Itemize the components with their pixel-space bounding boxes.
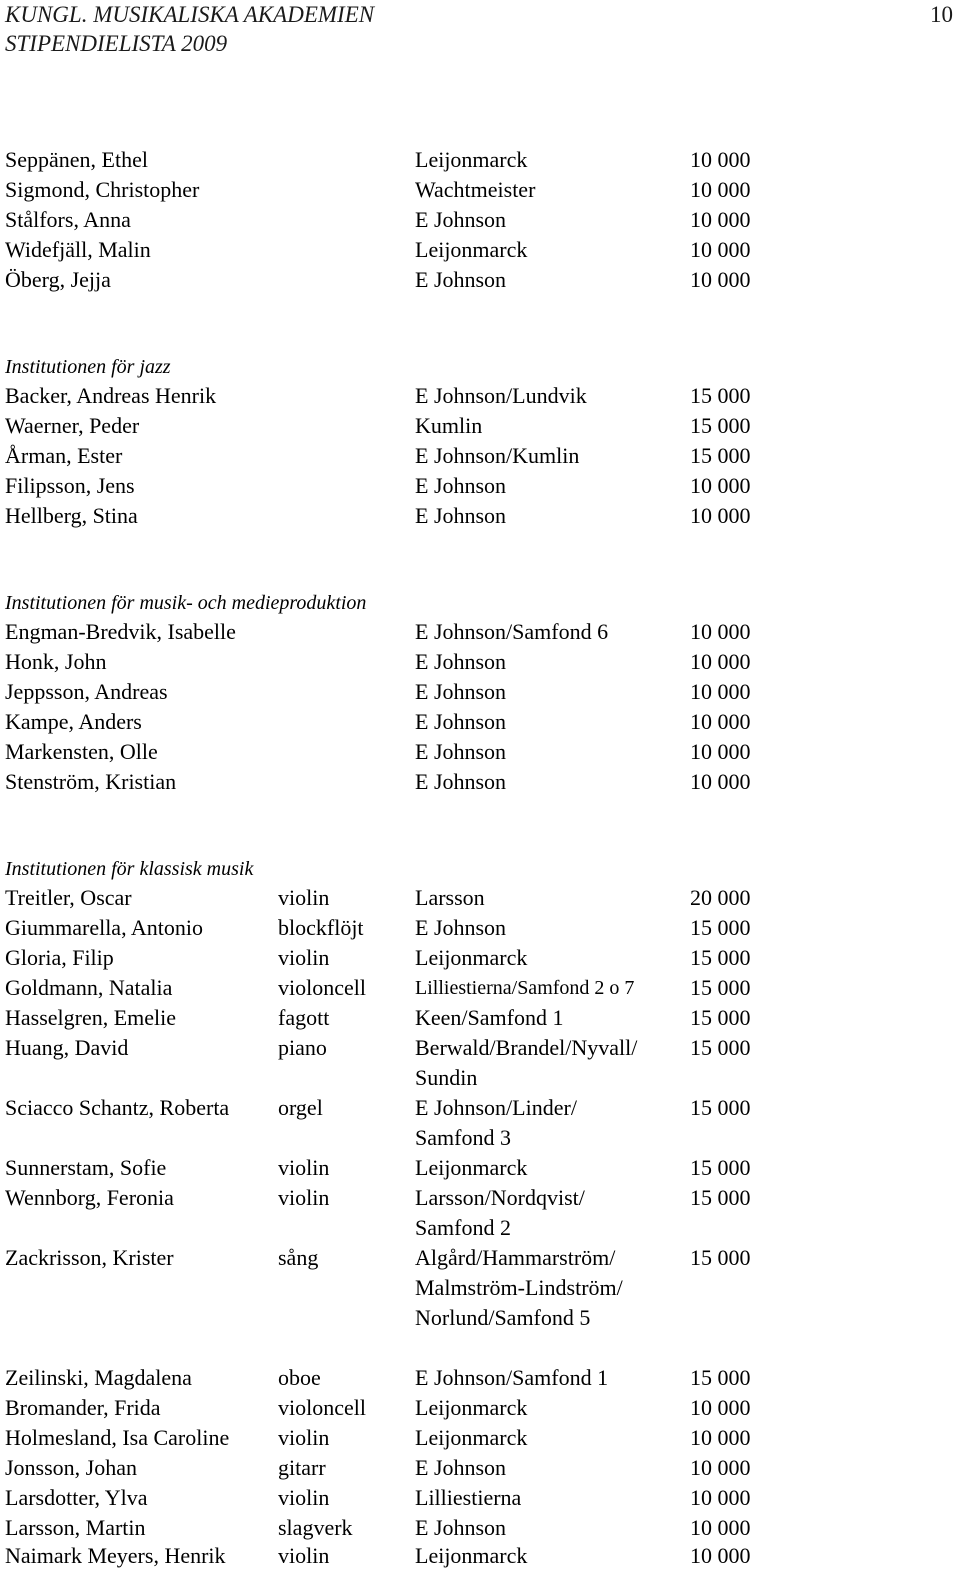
page-number: 10 bbox=[930, 2, 953, 27]
recipient-name: Huang, David bbox=[5, 1035, 129, 1060]
amount: 10 000 bbox=[690, 1425, 751, 1450]
fund-name: E Johnson bbox=[415, 709, 507, 734]
amount: 15 000 bbox=[690, 1005, 751, 1030]
recipient-name: Sigmond, Christopher bbox=[5, 177, 200, 202]
amount: 15 000 bbox=[690, 915, 751, 940]
recipient-name: Naimark Meyers, Henrik bbox=[5, 1543, 226, 1568]
recipient-name: Engman-Bredvik, Isabelle bbox=[5, 619, 236, 644]
instrument: gitarr bbox=[278, 1455, 326, 1480]
recipient-name: Larsdotter, Ylva bbox=[5, 1485, 148, 1510]
recipient-name: Jonsson, Johan bbox=[5, 1455, 138, 1480]
fund-name: Malmström-Lindström/ bbox=[415, 1275, 623, 1300]
amount: 15 000 bbox=[690, 383, 751, 408]
recipient-name: Sunnerstam, Sofie bbox=[5, 1155, 167, 1180]
amount: 10 000 bbox=[690, 503, 751, 528]
list-row bbox=[5, 471, 955, 501]
fund-name: Leijonmarck bbox=[415, 1543, 528, 1568]
section-heading-classical: Institutionen för klassisk musik bbox=[5, 858, 254, 880]
fund-name: Lilliestierna/Samfond 2 o 7 bbox=[415, 977, 635, 999]
instrument: sång bbox=[278, 1245, 319, 1270]
list-row bbox=[5, 1003, 955, 1033]
page-header bbox=[5, 0, 955, 58]
fund-name: Samfond 2 bbox=[415, 1215, 511, 1240]
recipient-name: Goldmann, Natalia bbox=[5, 975, 173, 1000]
recipient-name: Filipsson, Jens bbox=[5, 473, 135, 498]
instrument: piano bbox=[278, 1035, 327, 1060]
header-title: KUNGL. MUSIKALISKA AKADEMIEN bbox=[5, 2, 375, 27]
recipient-name: Waerner, Peder bbox=[5, 413, 140, 438]
instrument: violin bbox=[278, 885, 330, 910]
list-row bbox=[5, 1483, 955, 1513]
instrument: blockflöjt bbox=[278, 915, 364, 940]
instrument: violin bbox=[278, 1155, 330, 1180]
fund-name: E Johnson/Linder/ bbox=[415, 1095, 577, 1120]
recipient-name: Zeilinski, Magdalena bbox=[5, 1365, 192, 1390]
amount: 20 000 bbox=[690, 885, 751, 910]
recipient-name: Seppänen, Ethel bbox=[5, 147, 148, 172]
instrument: violin bbox=[278, 1543, 330, 1568]
fund-name: Kumlin bbox=[415, 413, 483, 438]
recipient-name: Larsson, Martin bbox=[5, 1515, 146, 1540]
recipient-name: Öberg, Jejja bbox=[5, 267, 111, 292]
recipient-name: Zackrisson, Krister bbox=[5, 1245, 174, 1270]
recipient-name: Stenström, Kristian bbox=[5, 769, 177, 794]
list-row bbox=[5, 883, 955, 913]
list-row bbox=[5, 1153, 955, 1183]
list-row bbox=[5, 647, 955, 677]
fund-name: Algård/Hammarström/ bbox=[415, 1245, 616, 1270]
recipient-name: Sciacco Schantz, Roberta bbox=[5, 1095, 230, 1120]
amount: 10 000 bbox=[690, 1515, 751, 1540]
amount: 10 000 bbox=[690, 619, 751, 644]
list-row bbox=[5, 1063, 955, 1093]
amount: 10 000 bbox=[690, 769, 751, 794]
list-row bbox=[5, 943, 955, 973]
fund-name: E Johnson/Lundvik bbox=[415, 383, 587, 408]
list-row bbox=[5, 501, 955, 531]
list-row bbox=[5, 767, 955, 797]
list-row bbox=[5, 1093, 955, 1123]
instrument: violin bbox=[278, 1425, 330, 1450]
instrument: orgel bbox=[278, 1095, 323, 1120]
recipient-name: Holmesland, Isa Caroline bbox=[5, 1425, 230, 1450]
fund-name: E Johnson bbox=[415, 1455, 507, 1480]
fund-name: E Johnson bbox=[415, 473, 507, 498]
list-row bbox=[5, 1243, 955, 1273]
list-row bbox=[5, 617, 955, 647]
list-row bbox=[5, 1183, 955, 1213]
fund-name: E Johnson bbox=[415, 503, 507, 528]
fund-name: Keen/Samfond 1 bbox=[415, 1005, 564, 1030]
fund-name: E Johnson bbox=[415, 739, 507, 764]
fund-name: E Johnson/Samfond 1 bbox=[415, 1365, 609, 1390]
amount: 10 000 bbox=[690, 267, 751, 292]
amount: 10 000 bbox=[690, 739, 751, 764]
recipient-name: Stålfors, Anna bbox=[5, 207, 131, 232]
section-heading-media: Institutionen för musik- och medieproduktion bbox=[5, 592, 367, 614]
amount: 15 000 bbox=[690, 1155, 751, 1180]
recipient-name: Kampe, Anders bbox=[5, 709, 142, 734]
fund-name: Samfond 3 bbox=[415, 1125, 511, 1150]
amount: 10 000 bbox=[690, 237, 751, 262]
fund-name: Lilliestierna bbox=[415, 1485, 522, 1510]
amount: 15 000 bbox=[690, 1095, 751, 1120]
amount: 15 000 bbox=[690, 1365, 751, 1390]
amount: 10 000 bbox=[690, 1455, 751, 1480]
list-row bbox=[5, 737, 955, 767]
amount: 10 000 bbox=[690, 1543, 751, 1568]
amount: 10 000 bbox=[690, 147, 751, 172]
list-row bbox=[5, 145, 955, 175]
fund-name: E Johnson/Samfond 6 bbox=[415, 619, 609, 644]
list-row bbox=[5, 1541, 955, 1571]
fund-name: Leijonmarck bbox=[415, 147, 528, 172]
list-row bbox=[5, 1393, 955, 1423]
amount: 10 000 bbox=[690, 473, 751, 498]
list-row bbox=[5, 1453, 955, 1483]
recipient-name: Gloria, Filip bbox=[5, 945, 114, 970]
fund-name: E Johnson bbox=[415, 649, 507, 674]
recipient-name: Hasselgren, Emelie bbox=[5, 1005, 177, 1030]
recipient-name: Widefjäll, Malin bbox=[5, 237, 151, 262]
list-row bbox=[5, 205, 955, 235]
amount: 15 000 bbox=[690, 1245, 751, 1270]
fund-name: Leijonmarck bbox=[415, 1425, 528, 1450]
fund-name: Wachtmeister bbox=[415, 177, 536, 202]
recipient-name: Treitler, Oscar bbox=[5, 885, 132, 910]
list-row bbox=[5, 235, 955, 265]
list-row bbox=[5, 1423, 955, 1453]
amount: 10 000 bbox=[690, 709, 751, 734]
fund-name: E Johnson bbox=[415, 769, 507, 794]
instrument: violin bbox=[278, 1485, 330, 1510]
amount: 15 000 bbox=[690, 443, 751, 468]
list-row bbox=[5, 1303, 955, 1333]
list-row bbox=[5, 1033, 955, 1063]
amount: 10 000 bbox=[690, 177, 751, 202]
recipient-name: Jeppsson, Andreas bbox=[5, 679, 168, 704]
list-row bbox=[5, 913, 955, 943]
amount: 10 000 bbox=[690, 649, 751, 674]
instrument: violoncell bbox=[278, 1395, 366, 1420]
amount: 15 000 bbox=[690, 1185, 751, 1210]
section-heading-jazz: Institutionen för jazz bbox=[5, 356, 171, 378]
header-subtitle: STIPENDIELISTA 2009 bbox=[5, 31, 228, 56]
instrument: violoncell bbox=[278, 975, 366, 1000]
list-row bbox=[5, 411, 955, 441]
recipient-name: Backer, Andreas Henrik bbox=[5, 383, 217, 408]
list-row bbox=[5, 265, 955, 295]
instrument: violin bbox=[278, 1185, 330, 1210]
amount: 15 000 bbox=[690, 413, 751, 438]
amount: 15 000 bbox=[690, 975, 751, 1000]
list-row bbox=[5, 1273, 955, 1303]
instrument: slagverk bbox=[278, 1515, 353, 1540]
recipient-name: Årman, Ester bbox=[5, 443, 123, 468]
fund-name: E Johnson bbox=[415, 1515, 507, 1540]
recipient-name: Honk, John bbox=[5, 649, 107, 674]
amount: 10 000 bbox=[690, 207, 751, 232]
instrument: violin bbox=[278, 945, 330, 970]
fund-name: E Johnson bbox=[415, 915, 507, 940]
fund-name: Norlund/Samfond 5 bbox=[415, 1305, 591, 1330]
amount: 15 000 bbox=[690, 945, 751, 970]
amount: 10 000 bbox=[690, 1485, 751, 1510]
list-row bbox=[5, 1123, 955, 1153]
fund-name: E Johnson/Kumlin bbox=[415, 443, 580, 468]
amount: 10 000 bbox=[690, 1395, 751, 1420]
recipient-name: Giummarella, Antonio bbox=[5, 915, 203, 940]
fund-name: Larsson/Nordqvist/ bbox=[415, 1185, 585, 1210]
fund-name: E Johnson bbox=[415, 207, 507, 232]
fund-name: Leijonmarck bbox=[415, 237, 528, 262]
fund-name: Berwald/Brandel/Nyvall/ bbox=[415, 1035, 638, 1060]
recipient-name: Wennborg, Feronia bbox=[5, 1185, 174, 1210]
instrument: fagott bbox=[278, 1005, 330, 1030]
list-row bbox=[5, 175, 955, 205]
amount: 15 000 bbox=[690, 1035, 751, 1060]
list-row bbox=[5, 973, 955, 1003]
instrument: oboe bbox=[278, 1365, 321, 1390]
list-row bbox=[5, 1513, 955, 1543]
list-row bbox=[5, 1213, 955, 1243]
fund-name: Leijonmarck bbox=[415, 1395, 528, 1420]
list-row bbox=[5, 1363, 955, 1393]
recipient-name: Markensten, Olle bbox=[5, 739, 158, 764]
recipient-name: Bromander, Frida bbox=[5, 1395, 161, 1420]
fund-name: E Johnson bbox=[415, 267, 507, 292]
fund-name: Leijonmarck bbox=[415, 945, 528, 970]
fund-name: E Johnson bbox=[415, 679, 507, 704]
recipient-name: Hellberg, Stina bbox=[5, 503, 138, 528]
amount: 10 000 bbox=[690, 679, 751, 704]
list-row bbox=[5, 441, 955, 471]
fund-name: Sundin bbox=[415, 1065, 478, 1090]
fund-name: Leijonmarck bbox=[415, 1155, 528, 1180]
list-row bbox=[5, 707, 955, 737]
list-row bbox=[5, 381, 955, 411]
list-row bbox=[5, 677, 955, 707]
fund-name: Larsson bbox=[415, 885, 485, 910]
